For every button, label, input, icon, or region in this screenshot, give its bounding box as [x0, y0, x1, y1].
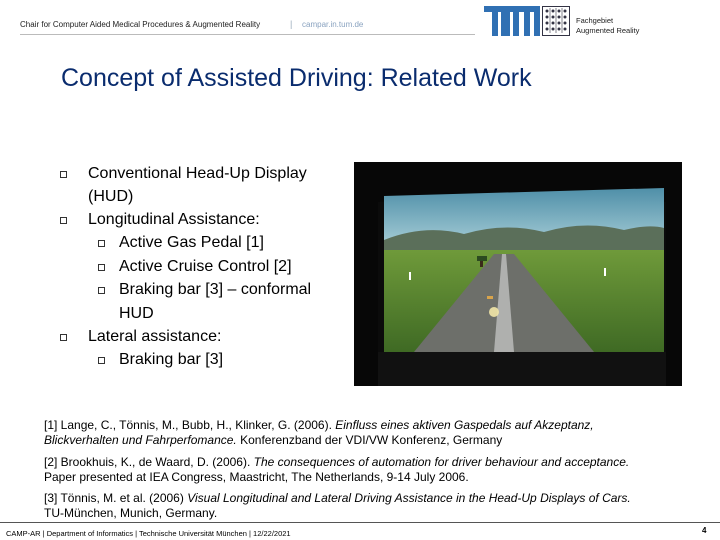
header-dept-line2: Augmented Reality	[576, 26, 640, 35]
reference-2-authors: [2] Brookhuis, K., de Waard, D. (2006).	[44, 455, 254, 469]
square-bullet-icon	[98, 357, 105, 364]
square-bullet-icon	[98, 287, 105, 294]
header-dept-line1: Fachgebiet	[576, 16, 614, 25]
bullet-text: Conventional Head-Up Display (HUD)	[88, 165, 307, 205]
header-url-link[interactable]: campar.in.tum.de	[302, 20, 364, 29]
reference-3-authors: [3] Tönnis, M. et al. (2006)	[44, 491, 188, 505]
reference-2	[44, 455, 644, 485]
footer-text: CAMP-AR | Department of Informatics | Technische Universität München | 12/22/2021	[6, 529, 291, 538]
reference-1-title: Einfluss eines aktiven Gaspedals auf Akzeptanz, Blickverhalten und Fahrperfomance.	[44, 418, 594, 447]
square-bullet-icon	[60, 334, 67, 341]
header-department	[576, 16, 639, 36]
bullet-text: Lateral assistance:	[88, 328, 222, 345]
driving-simulator-photo	[354, 162, 682, 386]
reference-1-authors: [1] Lange, C., Tönnis, M., Bubb, H., Klinker, G. (2006).	[44, 418, 336, 432]
footer-divider	[0, 522, 720, 523]
sub-bullet-text: Braking bar [3] – conformal HUD	[119, 281, 312, 322]
reference-3-title: Visual Longitudinal and Lateral Driving Assistance in the Head-Up Displays of Cars.	[187, 491, 631, 505]
bullet-text: Longitudinal Assistance:	[88, 211, 260, 228]
sub-bullet-item	[60, 255, 345, 279]
sub-bullet-text: Active Cruise Control [2]	[119, 257, 292, 275]
page-number: 4	[702, 526, 707, 535]
reference-2-venue: Paper presented at IEA Congress, Maastricht, The Netherlands, 9-14 July 2006.	[44, 470, 469, 484]
header-separator: |	[290, 19, 293, 29]
sub-bullet-text: Active Gas Pedal [1]	[119, 234, 264, 251]
square-bullet-icon	[60, 171, 67, 178]
reference-1-venue: Konferenzband der VDI/VW Konferenz, Germany	[236, 433, 503, 447]
header-divider	[20, 34, 475, 35]
bullet-list	[60, 162, 345, 372]
square-bullet-icon	[98, 240, 105, 247]
sub-bullet-item	[60, 278, 345, 325]
slide-title: Concept of Assisted Driving: Related Work	[61, 64, 532, 92]
square-bullet-icon	[60, 217, 67, 224]
reference-3-venue: TU-München, Munich, Germany.	[44, 506, 218, 520]
reference-1	[44, 418, 644, 448]
bullet-item	[60, 162, 345, 208]
reference-2-title: The consequences of automation for driver behaviour and acceptance.	[253, 455, 630, 469]
sub-bullet-text: Braking bar [3]	[119, 351, 224, 368]
tum-logo-icon	[484, 6, 540, 36]
square-bullet-icon	[98, 264, 105, 271]
bullet-item	[60, 208, 345, 231]
sub-bullet-item	[60, 231, 345, 255]
header-chair-name: Chair for Computer Aided Medical Procedures & Augmented Reality	[20, 20, 261, 29]
sub-bullet-item	[60, 348, 345, 372]
bullet-item	[60, 325, 345, 348]
reference-3	[44, 491, 644, 521]
chess-grid-emblem-icon	[542, 6, 570, 36]
